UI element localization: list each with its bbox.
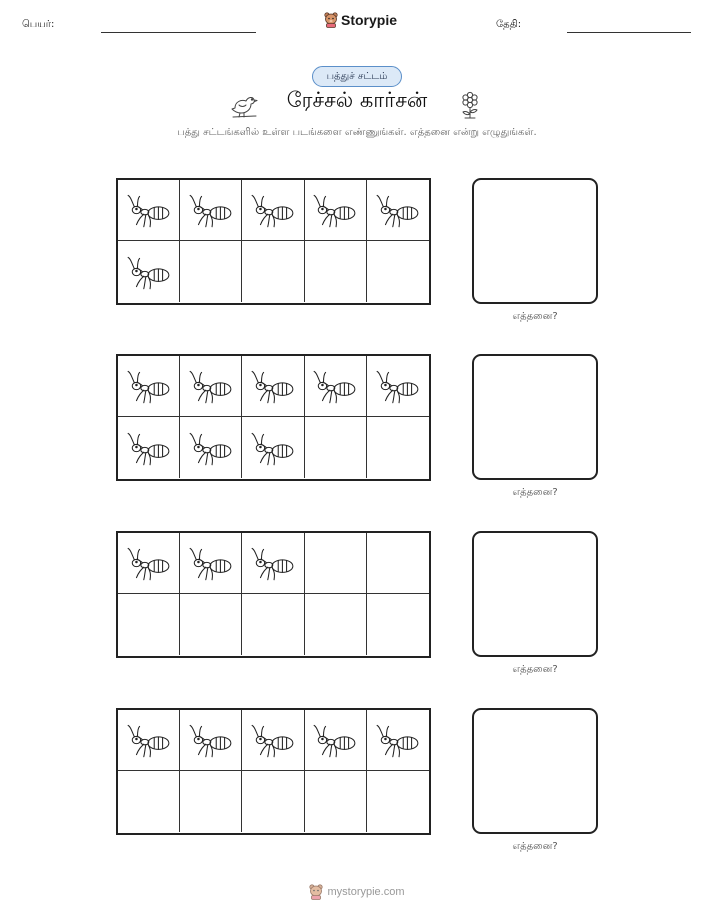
ten-frame-cell (305, 356, 367, 417)
ten-frame-cell (118, 417, 180, 478)
name-line[interactable] (101, 32, 256, 33)
ten-frame-cell (180, 356, 242, 417)
ten-frame-cell (242, 771, 304, 832)
ant-icon (250, 366, 296, 406)
ten-frame-cell (305, 533, 367, 594)
ten-frame-cell (305, 710, 367, 771)
answer-box[interactable] (472, 178, 598, 304)
ten-frame-cell (305, 771, 367, 832)
ten-frame-cell (367, 417, 429, 478)
answer-box[interactable] (472, 354, 598, 480)
ant-icon (188, 366, 234, 406)
how-many-label: எத்தனை? (512, 487, 558, 498)
ten-frame-cell (367, 710, 429, 771)
ant-icon (188, 428, 234, 468)
ten-frame-cell (118, 356, 180, 417)
ten-frame-cell (242, 710, 304, 771)
ant-icon (250, 543, 296, 583)
ten-frame-cell (305, 180, 367, 241)
ten-frame-cell (242, 594, 304, 655)
ten-frame (116, 531, 431, 658)
storypie-mascot-icon (309, 884, 323, 900)
ten-frame-cell (118, 594, 180, 655)
ten-frame-cell (180, 771, 242, 832)
ten-frame (116, 354, 431, 481)
ant-icon (126, 366, 172, 406)
ten-frame-cell (118, 180, 180, 241)
ant-icon (188, 543, 234, 583)
ten-frame-cell (242, 533, 304, 594)
ant-icon (312, 720, 358, 760)
ten-frame-cell (180, 710, 242, 771)
ten-frame-cell (305, 594, 367, 655)
ten-frame-cell (118, 710, 180, 771)
date-label: தேதி: (496, 19, 522, 30)
date-line[interactable] (567, 32, 691, 33)
ant-icon (375, 190, 421, 230)
ant-icon (250, 190, 296, 230)
ten-frame-cell (118, 241, 180, 302)
how-many-label: எத்தனை? (512, 841, 558, 852)
ten-frame-cell (242, 356, 304, 417)
brand-name: Storypie (341, 12, 398, 28)
ant-icon (250, 428, 296, 468)
storypie-mascot-icon (324, 12, 338, 28)
ten-frame-cell (242, 417, 304, 478)
answer-box[interactable] (472, 708, 598, 834)
storypie-logo (324, 12, 397, 28)
ant-icon (126, 543, 172, 583)
ten-frame-cell (180, 241, 242, 302)
ten-frame-cell (180, 594, 242, 655)
ant-icon (375, 720, 421, 760)
ant-icon (375, 366, 421, 406)
ten-frame-cell (367, 594, 429, 655)
ten-frame-cell (367, 771, 429, 832)
ten-frame-cell (305, 241, 367, 302)
ten-frame-cell (180, 180, 242, 241)
ten-frame-cell (367, 356, 429, 417)
ten-frame-cell (118, 771, 180, 832)
ten-frame (116, 178, 431, 305)
answer-box[interactable] (472, 531, 598, 657)
ten-frame-cell (242, 180, 304, 241)
page-title: ரேச்சல் கார்சன் (286, 88, 428, 112)
ten-frame-cell (180, 417, 242, 478)
ten-frame-cell (180, 533, 242, 594)
ten-frame-cell (367, 180, 429, 241)
ant-icon (312, 190, 358, 230)
ten-frame-cell (367, 241, 429, 302)
ten-frame-cell (118, 533, 180, 594)
topic-badge: பத்துச் சட்டம் (312, 66, 402, 87)
ten-frame-cell (305, 417, 367, 478)
footer (0, 884, 714, 900)
ant-icon (188, 190, 234, 230)
ant-icon (126, 720, 172, 760)
ant-icon (126, 190, 172, 230)
ten-frame-cell (242, 241, 304, 302)
how-many-label: எத்தனை? (512, 664, 558, 675)
ant-icon (126, 428, 172, 468)
ant-icon (312, 366, 358, 406)
footer-url: mystorypie.com (327, 886, 405, 898)
flower-icon (457, 91, 483, 121)
how-many-label: எத்தனை? (512, 311, 558, 322)
ant-icon (250, 720, 296, 760)
bird-icon (229, 92, 259, 120)
ant-icon (126, 252, 172, 292)
ten-frame (116, 708, 431, 835)
ant-icon (188, 720, 234, 760)
instructions: பத்து சட்டங்களில் உள்ள படங்களை எண்ணுங்கள். எத்தனை என்று எழுதுங்கள். (177, 127, 537, 138)
name-label: பெயர்: (22, 19, 55, 30)
ten-frame-cell (367, 533, 429, 594)
